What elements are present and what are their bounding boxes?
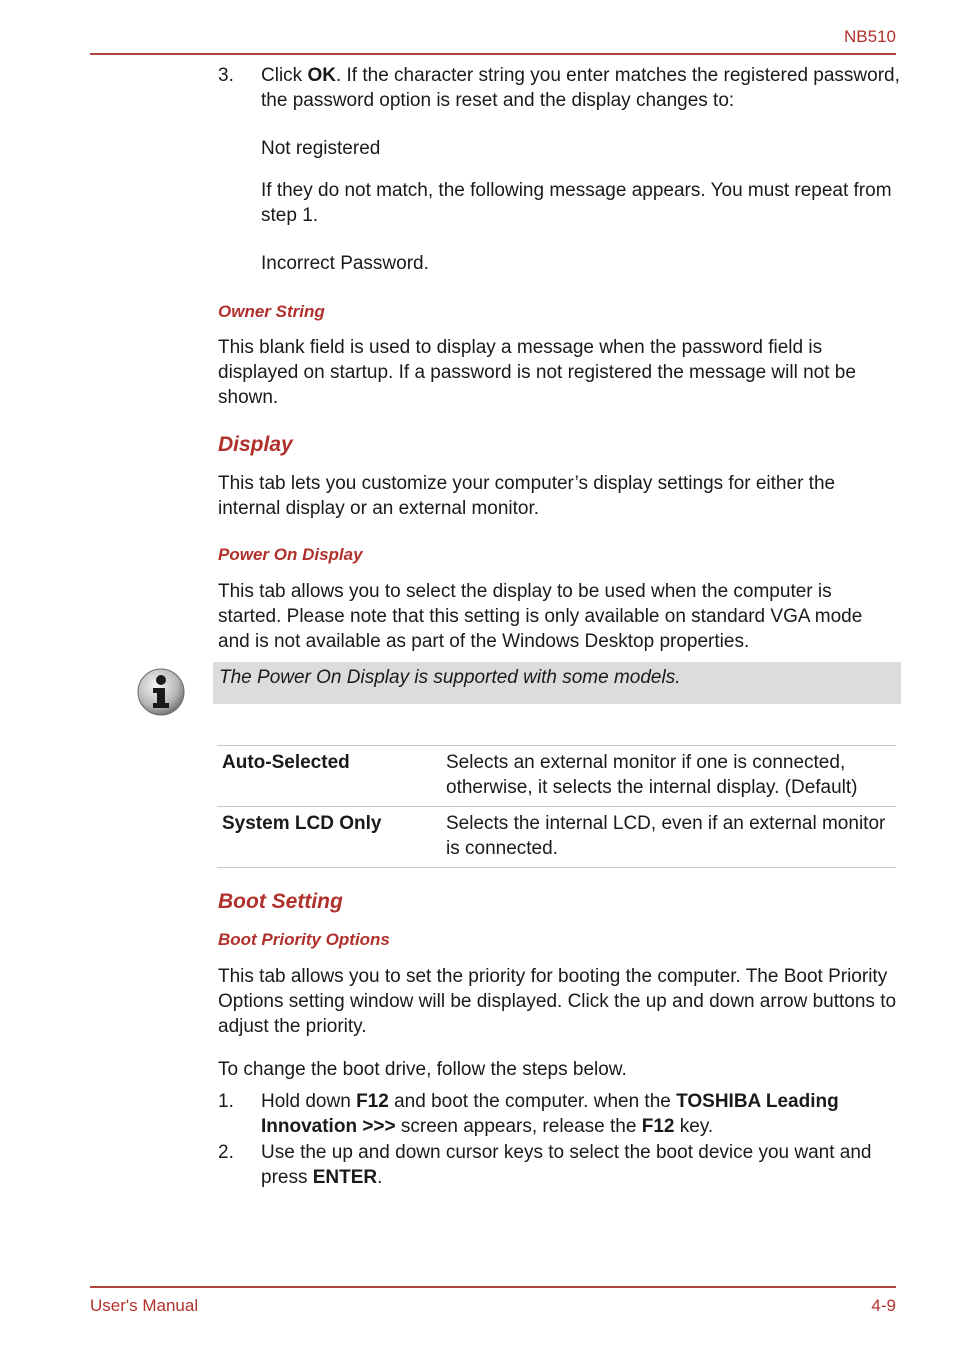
step-number: 3. [218,65,234,86]
note-text: The Power On Display is supported with some models. [219,667,681,688]
table-row [217,807,896,868]
step-number: 2. [218,1142,234,1163]
display-body: This tab lets you customize your computer’s display settings for either the internal display or an external monitor. [218,473,836,519]
page-header-title: NB510 [844,27,896,46]
table-key: Auto-Selected [217,746,441,807]
status-incorrect-password: Incorrect Password. [261,253,429,274]
heading-display: Display [218,433,293,456]
boot-steps-intro: To change the boot drive, follow the steps below. [218,1059,627,1080]
owner-string-body: This blank field is used to display a message when the password field is displayed on startup. If a password is not registered the message will not be shown. [218,337,856,408]
heading-boot-setting: Boot Setting [218,890,343,913]
power-on-display-table [217,745,896,868]
heading-power-on-display: Power On Display [218,545,363,564]
step-number: 1. [218,1091,234,1112]
step-3-text: Click OK. If the character string you enter matches the registered password, the password option is reset and the display changes to: [261,65,900,111]
heading-boot-priority-options: Boot Priority Options [218,930,390,949]
note-box [213,662,901,704]
heading-owner-string: Owner String [218,302,325,321]
status-not-registered: Not registered [261,138,381,159]
table-key: System LCD Only [217,807,441,868]
info-icon [136,667,186,717]
footer-page-number: 4-9 [871,1296,896,1315]
table-value: Selects the internal LCD, even if an external monitor is connected. [441,807,896,868]
footer-manual-title: User's Manual [90,1296,199,1315]
table-row [217,746,896,807]
boot-priority-body: This tab allows you to set the priority for booting the computer. The Boot Priority Options setting window will be displayed. Click the up and down arrow buttons to adjust the priority. [218,966,897,1037]
boot-step-1-text: Hold down F12 and boot the computer. when the TOSHIBA Leading Innovation >>> screen appears, release the F12 key. [261,1091,839,1137]
boot-step-2-text: Use the up and down cursor keys to select the boot device you want and press ENTER. [261,1142,872,1188]
table-value: Selects an external monitor if one is connected, otherwise, it selects the internal display. (Default) [441,746,896,807]
mismatch-text: If they do not match, the following message appears. You must repeat from step 1. [261,180,892,226]
power-on-display-body: This tab allows you to select the display to be used when the computer is started. Please note that this setting is only available on standard VGA mode and is not available as part of the Windows Desktop properties. [218,581,863,652]
header-rule [90,53,896,55]
footer-rule [90,1286,896,1288]
